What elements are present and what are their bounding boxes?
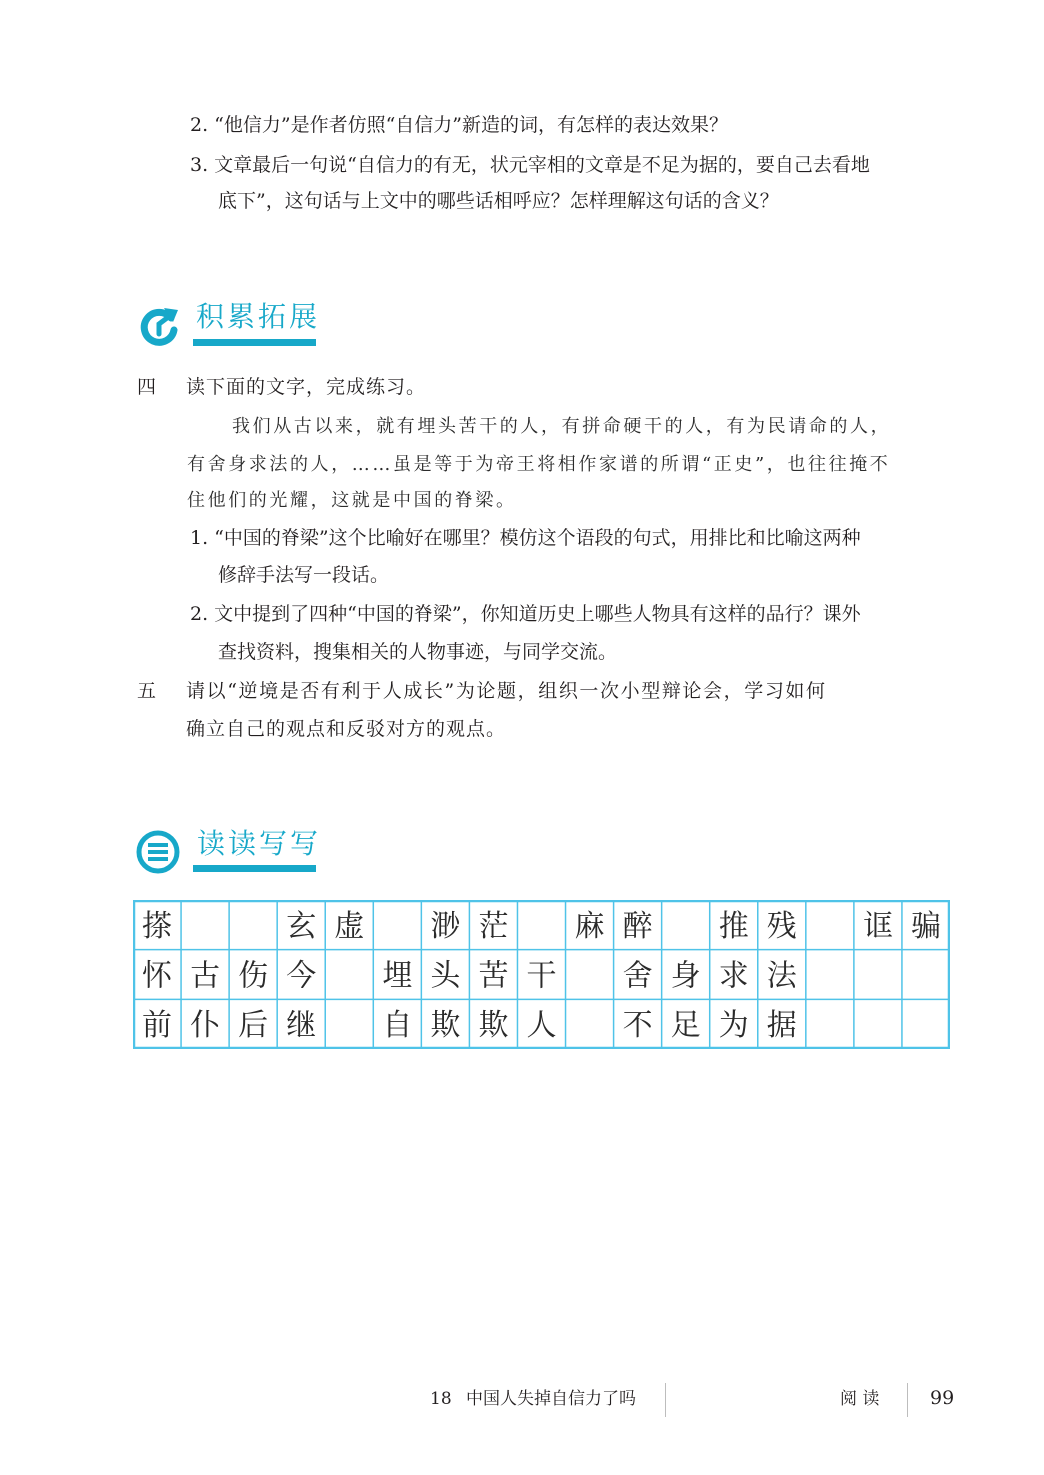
grid-cell-character: 前: [142, 1008, 173, 1044]
grid-cell-character: 虚: [334, 908, 365, 944]
section-title-read-write: 读读写写: [197, 827, 322, 860]
grid-cell-character: 渺: [430, 908, 461, 944]
question-3-line-1: 3. 文章最后一句说“自信力的有无，状元宰相的文章是不足为据的，要自己去看地: [190, 154, 870, 176]
grid-cell-character: 骗: [910, 908, 941, 944]
grid-cell-character: 不: [622, 1008, 653, 1044]
grid-cell-character: 欺: [478, 1008, 509, 1044]
task-4-question-1-line-2: 修辞手法写一段话。: [218, 564, 390, 586]
grid-cell-character: 诓: [862, 908, 893, 944]
footer-unit: 阅 读: [840, 1389, 880, 1409]
section-underline-read-write: [193, 865, 316, 872]
task-5-line-2: 确立自己的观点和反驳对方的观点。: [186, 718, 507, 740]
grid-cell-character: 残: [766, 908, 797, 944]
footer-lesson-title: 中国人失掉自信力了吗: [466, 1389, 636, 1409]
grid-cell-character: 求: [718, 958, 749, 994]
task-4-number: 四: [137, 376, 158, 398]
task-4-question-2-line-2: 查找资料，搜集相关的人物事迹，与同学交流。: [218, 641, 618, 663]
footer-divider-1: [665, 1383, 666, 1417]
task-5-number: 五: [137, 680, 158, 702]
grid-cell-character: 头: [430, 958, 461, 994]
grid-cell-character: 为: [718, 1008, 749, 1044]
question-2: 2. “他信力”是作者仿照“自信力”新造的词，有怎样的表达效果？: [190, 114, 729, 136]
grid-cell-character: 人: [526, 1008, 557, 1044]
grid-cell-character: 玄: [286, 908, 317, 944]
section-underline-extend: [193, 339, 316, 346]
refresh-arrow-icon: [137, 304, 181, 348]
grid-cell-character: 推: [718, 908, 749, 944]
grid-cell-character: 伤: [238, 958, 269, 994]
grid-cell-character: 醉: [622, 908, 653, 944]
question-3-line-2: 底下”，这句话与上文中的哪些话相呼应？怎样理解这句话的含义？: [218, 190, 779, 212]
task-4-question-2-line-1: 2. 文中提到了四种“中国的脊梁”，你知道历史上哪些人物具有这样的品行？课外: [190, 603, 861, 625]
grid-cell-character: 干: [526, 958, 557, 994]
grid-cell-character: 继: [286, 1008, 317, 1044]
grid-cell-character: 欺: [430, 1008, 461, 1044]
grid-cell-character: 怀: [142, 958, 173, 994]
grid-cell-character: 埋: [382, 958, 413, 994]
passage-line-3: 住他们的光耀，这就是中国的脊梁。: [187, 490, 517, 511]
grid-cell-character: 搽: [142, 908, 173, 944]
grid-cell-character: 苦: [478, 958, 509, 994]
grid-cell-character: 后: [238, 1008, 269, 1044]
task-5-line-1: 请以“逆境是否有利于人成长”为论题，组织一次小型辩论会，学习如何: [186, 680, 827, 702]
grid-cell-character: 舍: [622, 958, 653, 994]
word-grid: [133, 900, 950, 1049]
grid-cell-character: 今: [286, 958, 317, 994]
task-4-question-1-line-1: 1. “中国的脊梁”这个比喻好在哪里？模仿这个语段的句式，用排比和比喻这两种: [190, 527, 861, 549]
grid-cell-character: 茫: [478, 908, 509, 944]
footer-page-number: 99: [930, 1387, 955, 1409]
grid-cell-character: 据: [766, 1008, 797, 1044]
footer-divider-2: [907, 1383, 908, 1417]
task-4-instruction: 读下面的文字，完成练习。: [186, 376, 427, 398]
footer-lesson-number: 18: [430, 1389, 452, 1409]
passage-line-2: 有舍身求法的人，……虽是等于为帝王将相作家谱的所谓“正史”，也往往掩不: [187, 454, 891, 475]
menu-lines-icon: [136, 830, 180, 874]
grid-cell-character: 仆: [190, 1008, 221, 1044]
grid-cell-character: 自: [382, 1008, 413, 1044]
grid-cell-character: 麻: [574, 908, 605, 944]
section-title-extend: 积累拓展: [196, 300, 321, 333]
grid-cell-character: 法: [766, 958, 797, 994]
grid-cell-character: 古: [190, 958, 221, 994]
grid-cell-character: 足: [670, 1008, 701, 1044]
grid-cell-character: 身: [670, 958, 701, 994]
passage-line-1: 我们从古以来，就有埋头苦干的人，有拼命硬干的人，有为民请命的人，: [232, 416, 892, 437]
